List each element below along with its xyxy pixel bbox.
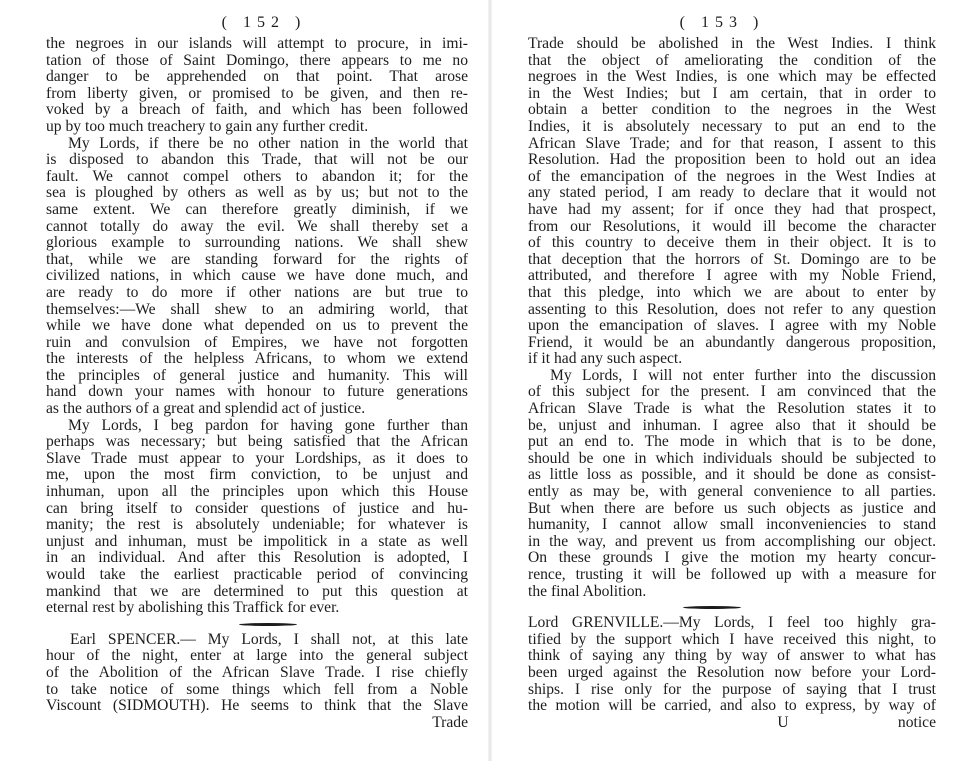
text-line: can bring itself to consider questions of justice and hu- <box>46 500 468 517</box>
text-line: danger to be apprehended on that point. That arose <box>46 69 468 86</box>
text-line: upon the emancipation of slaves. I agree with my Noble <box>528 318 936 335</box>
text-line: the interests of the helpless Africans, to whom we extend <box>46 351 468 368</box>
text-line: glorious example to surrounding nations. We shall shew <box>46 235 468 252</box>
text-line: obtain a better condition to the negroes in the West <box>528 102 936 119</box>
text-line: ships. I rise only for the purpose of saying that I trust <box>528 681 936 698</box>
text-line: that, while we are standing forward for the rights of <box>46 251 468 268</box>
speech-earl-spencer <box>46 632 468 732</box>
text-line: of the Abolition of the African Slave Trade. I rise chiefly <box>46 664 468 681</box>
text-line: of this subject for the present. I am convinced that the <box>528 384 936 401</box>
text-line: But when there are before us such objects as justice and <box>528 500 936 517</box>
text-line: the motion will be carried, and also to express, by way of <box>528 698 936 715</box>
speech-lord-grenville <box>528 615 936 731</box>
text-line: same extent. We can therefore greatly diminish, if we <box>46 201 468 218</box>
text-line: hour of the night, enter at large into the general subject <box>46 648 468 665</box>
text-line: that this pledge, into which we are about to enter by <box>528 284 936 301</box>
text-line: in the way, and prevent us from accomplishing our object. <box>528 533 936 550</box>
text-line: On these grounds I give the motion my hearty concur- <box>528 550 936 567</box>
text-line: of this country to deceive them in their object. It is to <box>528 235 936 252</box>
text-line: tified by the support which I have received this night, to <box>528 631 936 648</box>
catchword: notice <box>897 714 936 731</box>
text-line: My Lords, I will not enter further into the discussion <box>550 367 936 384</box>
text-line: put an end to. The mode in which that is to be done, <box>528 434 936 451</box>
text-line: fault. We cannot compel others to abandon it; for the <box>46 168 468 185</box>
text-line: My Lords, if there be no other nation in the world that <box>68 135 468 152</box>
text-line: the negroes in our islands will attempt to procure, in imi- <box>46 36 468 52</box>
page-number: ( 152 ) <box>221 14 307 31</box>
text-line: Slave Trade must appear to your Lordships, as it does to <box>46 450 468 467</box>
text-line: be, unjust and inhuman. I agree also that it should be <box>528 417 936 434</box>
section-divider <box>528 600 936 615</box>
text-line: mankind that we are determined to put this question at <box>46 583 468 600</box>
paragraph-continuation <box>528 36 936 368</box>
page-number: ( 153 ) <box>679 14 765 31</box>
text-line: negroes in the West Indies, is one which may be effected <box>528 69 936 86</box>
text-line: the principles of general justice and humanity. This will <box>46 367 468 384</box>
text-line: up by too much treachery to gain any further credit. <box>46 118 369 135</box>
text-line: would take the earliest practicable period of convincing <box>46 567 468 583</box>
text-line: should be one in which individuals should be subjected to <box>528 450 936 467</box>
text-line: themselves:—We shall shew to an admiring world, that <box>46 301 468 318</box>
paragraph <box>46 136 468 418</box>
text-line: ruin and convulsion of Empires, we have not forgotten <box>46 334 468 351</box>
text-line: Viscount (SIDMOUTH). He seems to think that the Slave <box>46 698 468 715</box>
section-divider <box>46 617 468 632</box>
text-line: have had my assent; for if once they had that prospect, <box>528 201 936 218</box>
signature-mark: U <box>777 714 789 731</box>
text-line: as the authors of a great and splendid act of justice. <box>46 401 366 418</box>
text-line: hand down your names with honour to future generations <box>46 384 468 401</box>
text-line: sea is ploughed by others as well as by us; but not to the <box>46 185 468 202</box>
text-line: tation of those of Saint Domingo, there appears to me no <box>46 52 468 69</box>
text-line: African Slave Trade; and for that reason, I assent to this <box>528 135 936 152</box>
text-line: perhaps was necessary; but being satisfied that the African <box>46 434 468 451</box>
text-line: cannot totally do away the evil. We shall thereby set a <box>46 218 468 235</box>
text-line: unjust and inhuman, must be impolitick in a state as well <box>46 533 468 550</box>
text-line: assenting to this Resolution, does not refer to any question <box>528 301 936 318</box>
text-line: is disposed to abandon this Trade, that will not be our <box>46 152 468 169</box>
paragraph-continuation <box>46 36 468 136</box>
text-line: while we have done what depended on us to prevent the <box>46 318 468 335</box>
text-line: to take notice of some things which fell from a Noble <box>46 681 468 698</box>
text-line: as little loss as possible, and it should be done as consist- <box>528 467 936 484</box>
text-line: civilized nations, in which cause we have done much, and <box>46 268 468 285</box>
text-line: Indies, it is absolutely necessary to put an end to the <box>528 118 936 135</box>
paragraph <box>528 368 936 600</box>
text-line: attributed, and therefore I agree with my Noble Friend, <box>528 268 936 285</box>
text-line: from our Resolutions, it would ill become the character <box>528 218 936 235</box>
text-line: think of saying any thing by way of answer to what has <box>528 648 936 665</box>
text-line: are ready to do more if other nations are but true to <box>46 284 468 301</box>
text-line: humanity, I cannot allow small inconveniencies to stand <box>528 517 936 534</box>
text-line: that the object of ameliorating the condition of the <box>528 52 936 69</box>
text-line: rence, trusting it will be followed up with a measure for <box>528 567 936 583</box>
text-line: ently as may be, with general convenience to all parties. <box>528 484 936 501</box>
text-line: My Lords, I beg pardon for having gone further than <box>68 417 468 434</box>
divider-rule <box>239 623 297 626</box>
text-line: Earl SPENCER.— My Lords, I shall not, at this late <box>70 631 468 648</box>
text-line: been urged against the Resolution now before your Lord- <box>528 664 936 681</box>
text-line: the final Abolition. <box>528 583 647 600</box>
text-line: any stated period, I am ready to declare that it would not <box>528 185 936 202</box>
text-line: me, upon the most firm conviction, to be unjust and <box>46 467 468 484</box>
text-line: Resolution. Had the proposition been to hold out an idea <box>528 152 936 169</box>
text-line: eternal rest by abolishing this Traffick for ever. <box>46 600 340 617</box>
catchword: Trade <box>432 714 468 731</box>
text-line: manity; the rest is absolutely undeniable; for whatever is <box>46 517 468 534</box>
text-line: Lord GRENVILLE.—My Lords, I feel too highly gra- <box>528 615 936 632</box>
text-line: in an individual. And after this Resolution is adopted, I <box>46 550 468 567</box>
page-footer <box>528 715 936 732</box>
text-line: of the emancipation of the negroes in the West Indies at <box>528 168 936 185</box>
text-line: that deception that the horrors of St. Domingo are to be <box>528 251 936 268</box>
text-line: in the West Indies; but I am certain, that in order to <box>528 85 936 102</box>
text-line: African Slave Trade is what the Resolution states it to <box>528 401 936 418</box>
divider-rule <box>683 606 741 609</box>
text-line: from liberty given, or promised to be given, and then re- <box>46 85 468 102</box>
text-line: Trade should be abolished in the West Indies. I think <box>528 36 936 52</box>
paragraph <box>46 418 468 617</box>
text-line: inhuman, upon all the principles upon which this House <box>46 484 468 501</box>
text-line: voked by a breach of faith, and which has been followed <box>46 102 468 119</box>
right-page <box>490 0 980 761</box>
text-line: if it had any such aspect. <box>528 351 683 368</box>
text-line: Friend, it would be an abundantly dangerous proposition, <box>528 334 936 351</box>
